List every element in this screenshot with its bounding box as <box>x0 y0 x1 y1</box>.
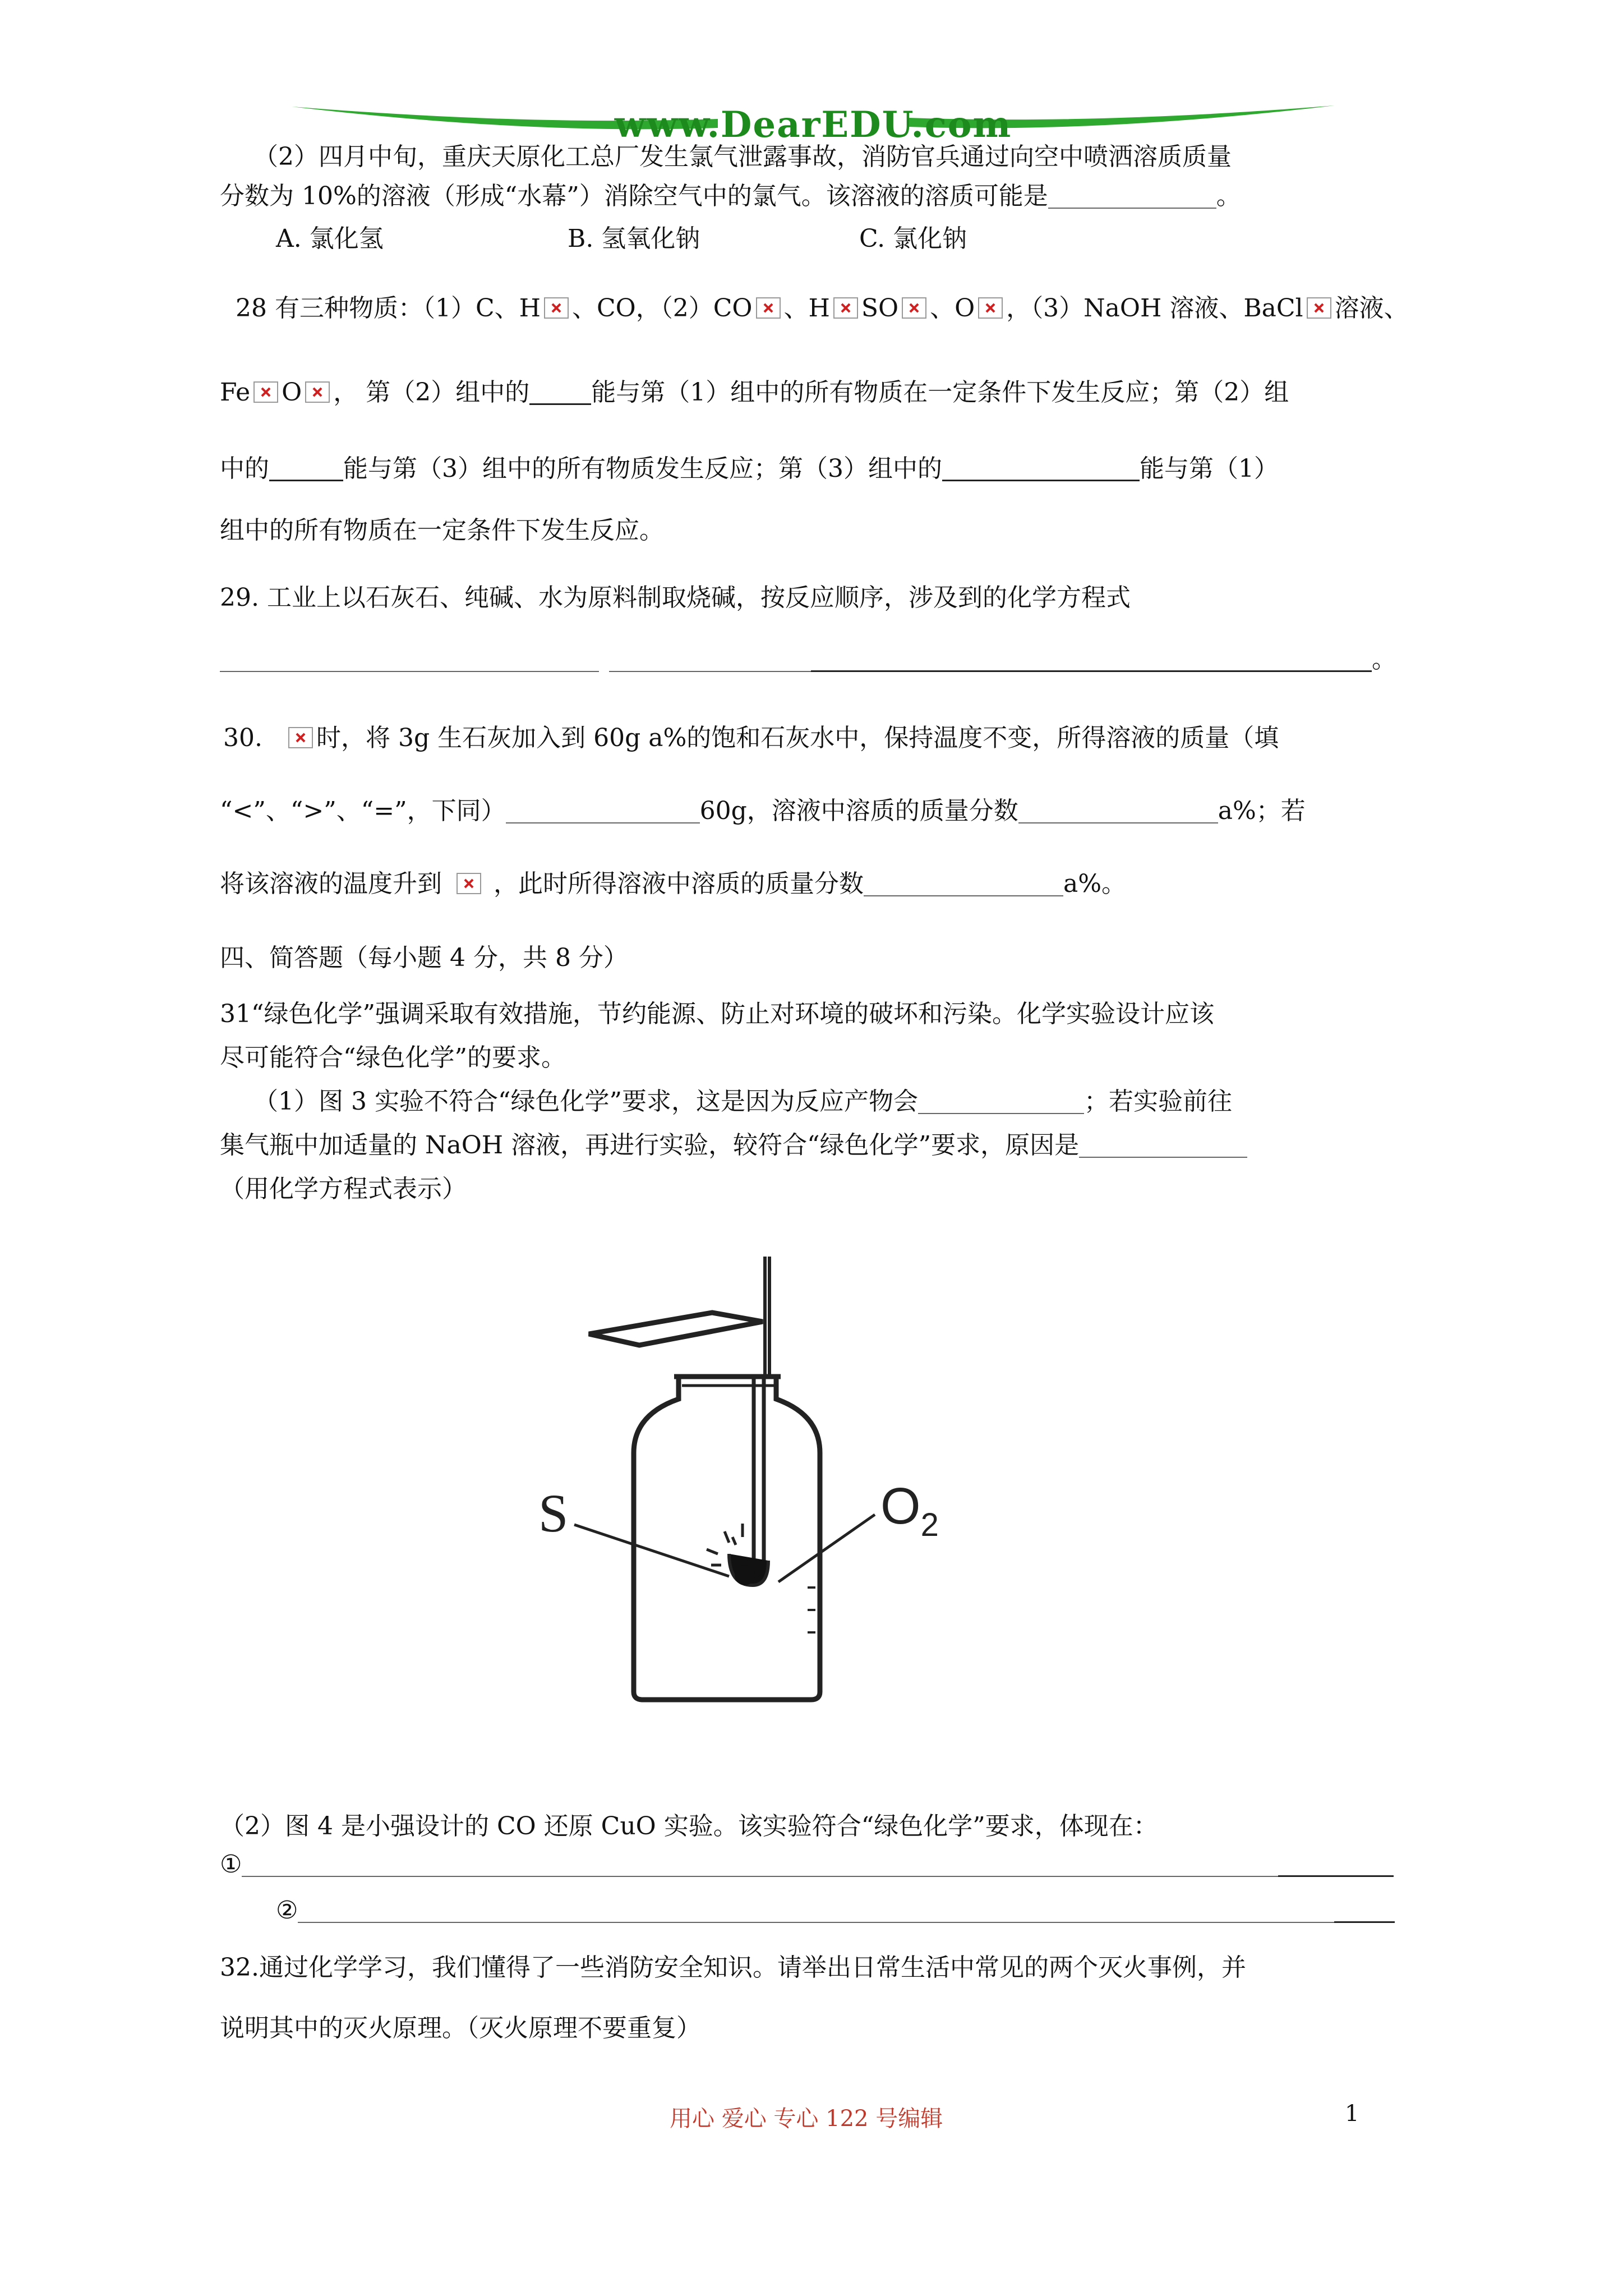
q32-line2: 说明其中的灭火原理。（灭火原理不要重复） <box>220 2014 701 2042</box>
q31-circle-1: ① <box>220 1850 242 1879</box>
q28-text-3a: 中的 <box>220 454 269 483</box>
q31-line1: 31“绿色化学”强调采取有效措施，节约能源、防止对环境的破坏和污染。化学实验设计应该 <box>220 1000 1214 1028</box>
q31-line7 <box>220 1849 1394 1880</box>
broken-image-icon <box>305 381 330 403</box>
q30-text-2a: “<”、“>”、“=”，下同） <box>220 797 506 825</box>
q31-text-4: 集气瓶中加适量的 NaOH 溶液，再进行实验，较符合“绿色化学”要求，原因是 <box>220 1131 1080 1159</box>
broken-image-icon <box>253 381 278 403</box>
broken-image-icon <box>902 297 926 319</box>
q28-text-3b: 能与第（3）组中的所有物质发生反应；第（3）组中的 <box>343 454 942 483</box>
q27-option-a: A. 氯化氢 <box>276 224 384 253</box>
q31-blank-1[interactable] <box>918 1088 1084 1114</box>
broken-image-icon <box>457 873 481 894</box>
q31-line5: （用化学方程式表示） <box>220 1175 467 1203</box>
section-title: 四、简答题（每小题 4 分，共 8 分） <box>220 944 628 972</box>
q28-blank-1[interactable] <box>529 379 591 405</box>
q31-blank-2[interactable] <box>1079 1132 1247 1158</box>
q28-text-a: 28 有三种物质：（1）C、H <box>236 294 541 323</box>
q30-line3 <box>220 868 1126 900</box>
site-url[interactable]: www.DearEDU.com <box>614 104 1012 146</box>
q32-line1: 32.通过化学学习，我们懂得了一些消防安全知识。请举出日常生活中常见的两个灭火事例，并 <box>220 1953 1246 1982</box>
broken-image-icon <box>288 727 313 748</box>
q27-answer-blank[interactable] <box>1048 183 1216 209</box>
label-s: S <box>538 1483 569 1543</box>
q29-blank-2[interactable] <box>609 646 811 672</box>
q28-text-g: 溶液、 <box>1334 294 1409 323</box>
q30-text-2c: a%；若 <box>1218 797 1306 825</box>
q27-option-c: C. 氯化钠 <box>859 224 967 253</box>
q29-line2 <box>220 644 1396 675</box>
q28-fe: Fe <box>220 378 251 407</box>
q27-line2 <box>220 181 1241 212</box>
broken-image-icon <box>756 297 781 319</box>
q29-line1: 29. 工业上以石灰石、纯碱、水为原料制取烧碱，按反应顺序，涉及到的化学方程式 <box>220 583 1131 612</box>
q31-circle-2: ② <box>276 1896 298 1925</box>
leader-line-o2 <box>778 1515 875 1582</box>
q31-line2: 尽可能符合“绿色化学”的要求。 <box>220 1043 566 1072</box>
q30-text-3b: ，此时所得溶液中溶质的质量分数 <box>494 869 864 898</box>
q31-answer-blank-1[interactable] <box>242 1851 1278 1877</box>
q28-o: O <box>282 378 302 407</box>
glass-cover-plate <box>589 1313 763 1345</box>
broken-image-icon <box>1307 297 1331 319</box>
q28-line4: 组中的所有物质在一定条件下发生反应。 <box>220 516 664 545</box>
q30-text-3a: 将该溶液的温度升到 <box>220 869 442 898</box>
q30-line2 <box>220 795 1306 827</box>
q30-text-3c: a%。 <box>1063 869 1127 898</box>
q31-line8 <box>276 1895 1395 1926</box>
q29-end: 。 <box>1372 645 1396 674</box>
q28-line2 <box>220 377 1289 408</box>
q28-text-3c: 能与第（1） <box>1140 454 1279 483</box>
broken-image-icon <box>978 297 1003 319</box>
label-o2: $O_2$ <box>880 1478 939 1543</box>
q31-text-3a: （1）图 3 实验不符合“绿色化学”要求，这是因为反应产物会 <box>253 1087 918 1116</box>
q28-text-c: 、H <box>783 294 830 323</box>
q30-number: 30. <box>223 724 262 752</box>
q31-answer-blank-2-tail <box>1334 1897 1395 1923</box>
q27-line2-text: 分数为 10%的溶液（形成“水幕”）消除空气中的氯气。该溶液的溶质可能是 <box>220 182 1048 210</box>
gas-bottle-figure <box>527 1251 987 1722</box>
leader-line-s <box>574 1525 729 1576</box>
broken-image-icon <box>833 297 858 319</box>
q30-blank-2[interactable] <box>1018 798 1218 823</box>
q27-line2-end: 。 <box>1216 182 1241 210</box>
q31-answer-blank-2[interactable] <box>298 1897 1334 1923</box>
q30-text-2b: 60g，溶液中溶质的质量分数 <box>699 797 1018 825</box>
q28-text-b: 、CO，（2）CO <box>572 294 753 323</box>
q31-line6: （2）图 4 是小强设计的 CO 还原 CuO 实验。该实验符合“绿色化学”要求，体现在： <box>220 1812 1158 1841</box>
footer-note: 用心 爱心 专心 122 号编辑 <box>670 2106 943 2132</box>
q28-blank-3[interactable] <box>942 455 1140 481</box>
q28-text-f: ，（3）NaOH 溶液、BaCl <box>1006 294 1303 323</box>
q28-blank-2[interactable] <box>269 455 343 481</box>
q28-text-d: SO <box>861 294 899 323</box>
q31-text-3b: ；若实验前往 <box>1083 1087 1232 1116</box>
q29-blank-3[interactable] <box>811 646 1372 672</box>
q30-blank-1[interactable] <box>506 798 700 823</box>
q31-answer-blank-1-tail <box>1278 1851 1394 1877</box>
q31-line3 <box>253 1086 1232 1117</box>
q30-text-1: 时，将 3g 生石灰加入到 60g a%的饱和石灰水中，保持温度不变，所得溶液的质量（填 <box>316 724 1279 752</box>
q28-text-2c: ， 第（2）组中的 <box>333 378 530 407</box>
page-number: 1 <box>1345 2101 1359 2127</box>
q30-line1 <box>223 723 1279 754</box>
q30-blank-3[interactable] <box>864 871 1063 896</box>
q27-line1: （2）四月中旬，重庆天原化工总厂发生氯气泄露事故，消防官兵通过向空中喷洒溶质质量 <box>253 142 1232 171</box>
q28-text-e: 、O <box>930 294 975 323</box>
broken-image-icon <box>544 297 569 319</box>
q28-line3 <box>220 453 1279 485</box>
q31-line4 <box>220 1130 1247 1161</box>
q28-text-2d: 能与第（1）组中的所有物质在一定条件下发生反应；第（2）组 <box>591 378 1289 407</box>
q29-blank-1[interactable] <box>220 646 599 672</box>
q27-option-b: B. 氢氧化钠 <box>568 224 700 253</box>
q28-line1 <box>236 293 1409 324</box>
